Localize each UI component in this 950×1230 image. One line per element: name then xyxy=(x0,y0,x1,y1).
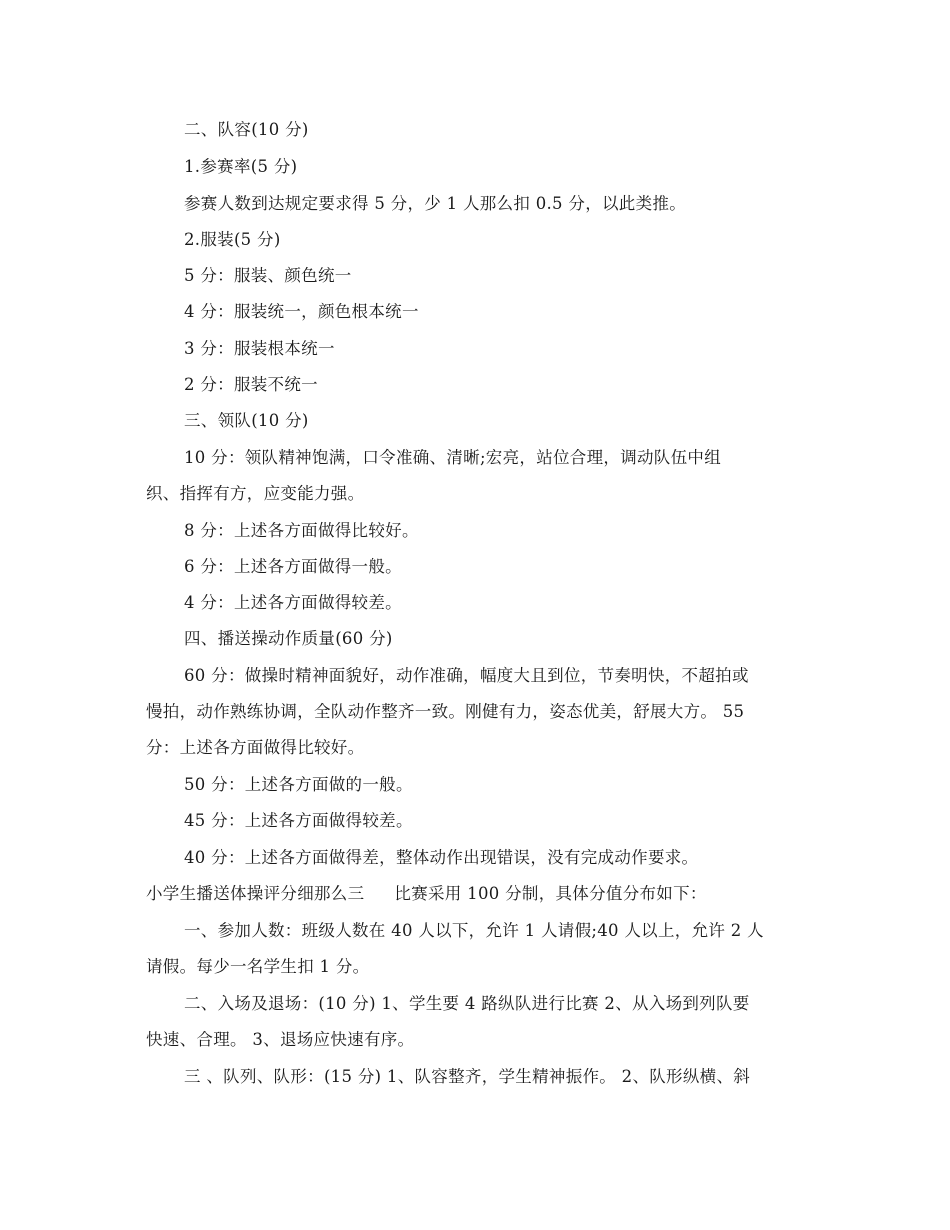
section-intro: 比赛采用 100 分制，具体分值分布如下： xyxy=(394,884,707,903)
participants-rule-line2: 请假。每少一名学生扣 1 分。 xyxy=(146,957,370,976)
quality-score-45: 45 分：上述各方面做得较差。 xyxy=(184,811,413,830)
quality-score-50: 50 分：上述各方面做的一般。 xyxy=(184,775,413,794)
section-title: 小学生播送体操评分细那么三 xyxy=(146,884,365,903)
quality-score-60-line2: 慢拍，动作熟练协调，全队动作整齐一致。刚健有力，姿态优美，舒展大方。 55 xyxy=(146,702,745,721)
uniform-score-5: 5 分：服装、颜色统一 xyxy=(184,266,352,285)
formation-rule-line1: 三 、队列、队形：(15 分) 1、队容整齐，学生精神振作。 2、队形纵横、斜 xyxy=(184,1067,751,1086)
leader-score-10-line1: 10 分：领队精神饱满，口令准确、清晰;宏亮，站位合理，调动队伍中组 xyxy=(184,448,721,467)
subheading-participation-rate: 1.参赛率(5 分) xyxy=(184,157,298,176)
uniform-score-3: 3 分：服装根本统一 xyxy=(184,339,335,358)
quality-score-60-line1: 60 分：做操时精神面貌好，动作准确，幅度大且到位，节奏明快，不超拍或 xyxy=(184,666,749,685)
heading-action-quality: 四、播送操动作质量(60 分) xyxy=(184,629,393,648)
leader-score-4: 4 分：上述各方面做得较差。 xyxy=(184,593,402,612)
leader-score-6: 6 分：上述各方面做得一般。 xyxy=(184,557,402,576)
uniform-score-4: 4 分：服装统一，颜色根本统一 xyxy=(184,302,419,321)
subheading-uniform: 2.服装(5 分) xyxy=(184,230,281,249)
heading-team-appearance: 二、队容(10 分) xyxy=(184,120,309,139)
quality-score-55: 分：上述各方面做得比较好。 xyxy=(146,738,365,757)
leader-score-8: 8 分：上述各方面做得比较好。 xyxy=(184,521,419,540)
quality-score-40: 40 分：上述各方面做得差，整体动作出现错误，没有完成动作要求。 xyxy=(184,848,699,867)
uniform-score-2: 2 分：服装不统一 xyxy=(184,375,318,394)
paragraph-participation-rule: 参赛人数到达规定要求得 5 分，少 1 人那么扣 0.5 分，以此类推。 xyxy=(184,194,687,213)
entry-exit-rule-line1: 二、入场及退场：(10 分) 1、学生要 4 路纵队进行比赛 2、从入场到列队要 xyxy=(184,994,750,1013)
heading-team-leader: 三、领队(10 分) xyxy=(184,411,309,430)
section-heading-line xyxy=(146,883,707,905)
leader-score-10-line2: 织、指挥有方，应变能力强。 xyxy=(146,484,365,503)
entry-exit-rule-line2: 快速、合理。 3、退场应快速有序。 xyxy=(146,1030,415,1049)
participants-rule-line1: 一、参加人数：班级人数在 40 人以下，允许 1 人请假;40 人以上，允许 2 人 xyxy=(184,921,764,940)
